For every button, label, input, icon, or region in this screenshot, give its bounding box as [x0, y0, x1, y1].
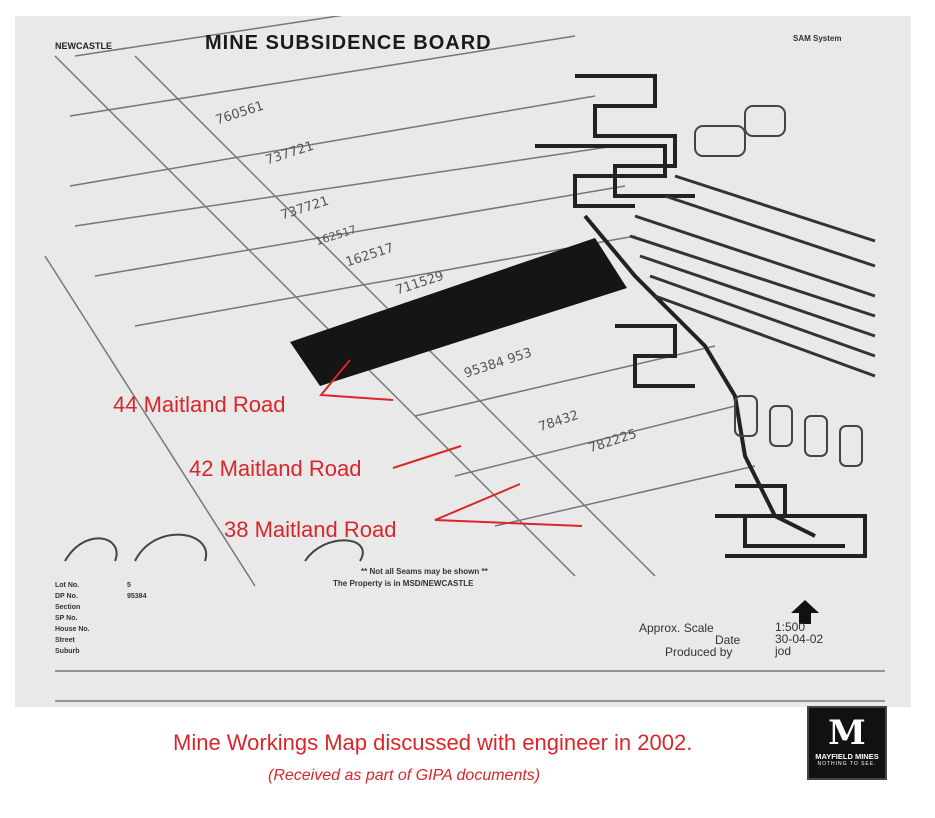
scale-label: Approx. Scale: [639, 621, 714, 635]
field-label: Suburb: [55, 648, 80, 655]
lot-number: 162517: [314, 222, 358, 249]
annotation-leader-42: [393, 446, 461, 468]
annotation-38-maitland-road: 38 Maitland Road: [224, 517, 397, 542]
lot-number: 737721: [263, 138, 316, 169]
lot-number: 782225: [586, 426, 639, 457]
system-label: SAM System: [793, 34, 842, 43]
annotation-leader-38: [435, 484, 582, 526]
field-label: Street: [55, 637, 75, 644]
field-label: SP No.: [55, 615, 78, 622]
newcastle-brand: NEWCASTLE: [55, 41, 112, 51]
map-title: MINE SUBSIDENCE BOARD: [205, 32, 492, 54]
map-caption: Mine Workings Map discussed with engineer in 2002.: [173, 730, 693, 755]
logo-letter: M: [828, 713, 866, 753]
field-label: Lot No.: [55, 582, 80, 589]
seams-notice: ** Not all Seams may be shown **: [361, 567, 488, 576]
scale-value: 1:500: [775, 620, 806, 634]
produced-value: jod: [775, 644, 792, 658]
field-label: House No.: [55, 626, 90, 633]
annotation-42-maitland-road: 42 Maitland Road: [189, 456, 362, 481]
lot-number: 95384 953: [462, 345, 534, 382]
mine-subsidence-map: [15, 16, 911, 707]
date-value: 30-04-02: [775, 632, 824, 646]
annotation-44-maitland-road: 44 Maitland Road: [113, 392, 286, 417]
map-drawing: [15, 16, 911, 707]
lot-number: 737721: [278, 193, 331, 224]
lot-number: 162517: [343, 240, 396, 271]
field-label: Section: [55, 604, 81, 611]
lot-number: 760561: [213, 98, 266, 129]
mayfield-mines-logo: [807, 706, 887, 780]
map-subcaption: (Received as part of GIPA documents): [268, 767, 541, 784]
logo-tagline: NOTHING TO SEE.: [817, 761, 877, 767]
lot-number: 78432: [536, 407, 581, 436]
lot-number: 711529: [393, 268, 446, 299]
field-value: 95384: [127, 593, 147, 600]
field-value: 5: [127, 582, 131, 589]
field-label: DP No.: [55, 593, 78, 600]
date-label: Date: [715, 633, 741, 647]
logo-name: MAYFIELD MINES: [815, 752, 879, 761]
property-notice: The Property is in MSD/NEWCASTLE: [333, 579, 474, 588]
produced-label: Produced by: [665, 645, 733, 659]
